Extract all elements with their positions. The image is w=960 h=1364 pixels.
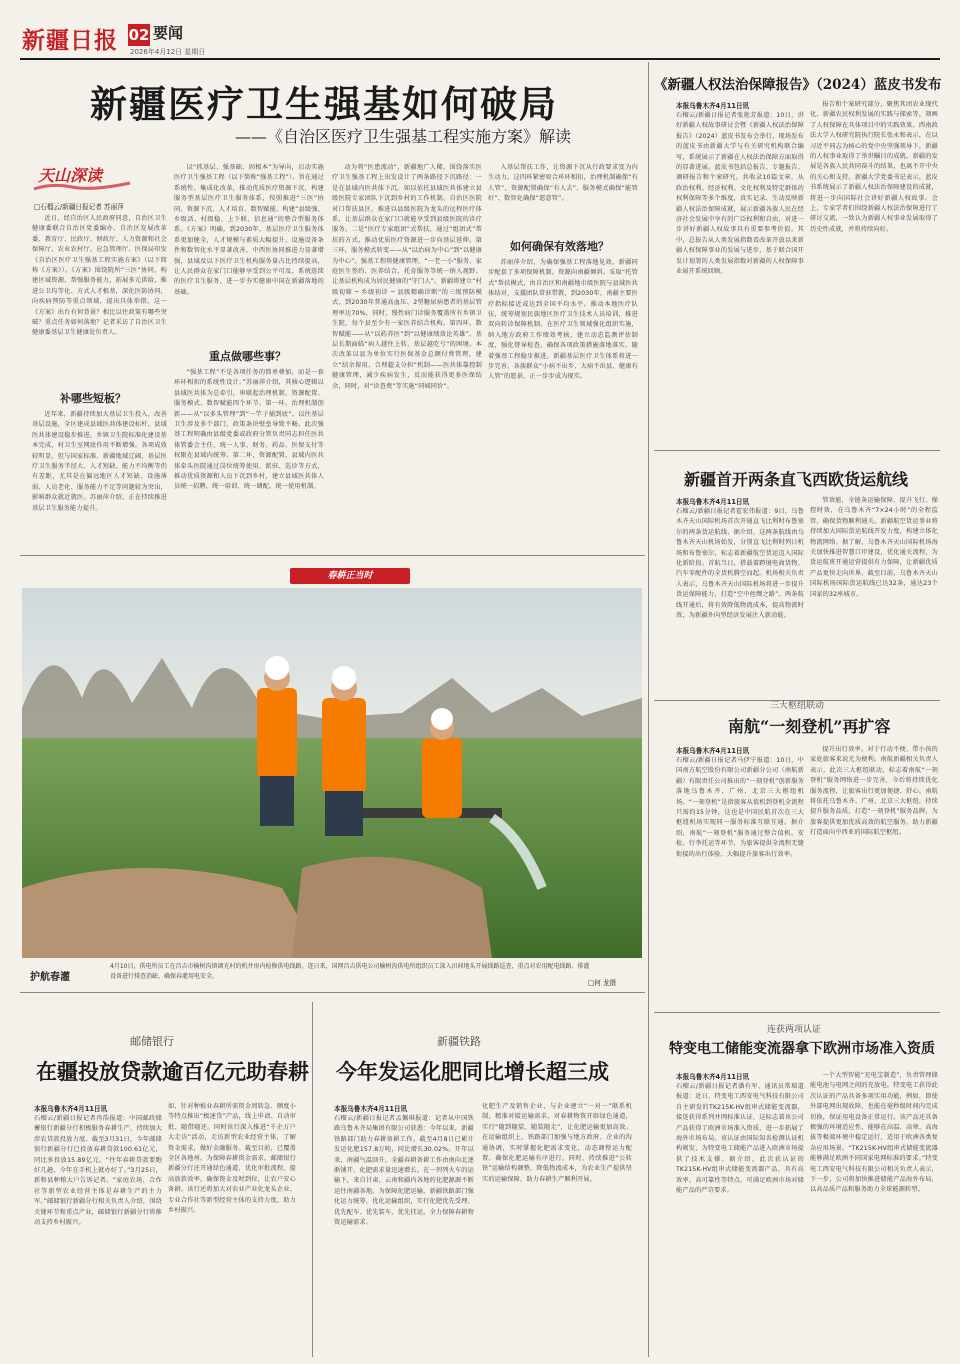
tbea-col2: 一个大型智能“充电宝制造”，负责管理储能电池与电网之间的充放电。特变电工获得此次认证的产品具备多项实用功能，例如，即使外部电网出现故障，也能在毫秒级时间内完成切换，保证用电设备正常运行。该产品还具备极强的环境适应性，能够在高温、高寒、高海拔等极端环境中稳定运行，适用于欧洲各类复杂应用场景。“TK215K-HV组串式储能变流器能够满足欧洲不同国家电网标准的要求。”特变电工西安电气科技有限公司相关负责人表示，下一步，公司将加快推进储能产品海外布局，以高品质产品和服务助力全球能源转型。: [810, 1072, 938, 1194]
csa-col2: 提升出行效率，对于行动不便、带小孩的家庭旅客来说尤为便利。南航新疆相关负责人表示，此次三大枢纽联动，标志着南航“一刻登机”服务网络进一步完善，今后将持续优化服务流程，让旅客出行更加便捷、舒心。南航将依托乌鲁木齐、广州、北京三大枢纽，持续提升服务品质，打造“一刻登机”服务品牌，为旅客提供更加优质高效的航空服务，助力新疆打造面向中西亚的国际航空枢纽。: [810, 746, 938, 837]
lead-col2-text: 以“抓基层、强基础、固根本”为导向，启动实施医疗卫生强基工程（以下简称“强基工程”），旨在通过系统性、集成化改革，推动优质医疗资源下沉，构建服务型基层医疗卫生服务体系，按照推进“三医”协同、资源下沉、人才培育、数智赋能、构建“县级强、乡级活、村级稳、上下联、信息通”的整合型服务体系。《方案》明确，到2030年，基层医疗卫生服务体系更加健全，人才规模与素质大幅提升，设施设备条件和数智化水平显著改善，中西医协同推进力显著增强，县域及以下医疗卫生机构服务量占比持续提高，让人民群众在家门口能够享受到公平可及、系统连续的医疗卫生服务，进一步夯实健康中国在新疆落地的基础。: [174, 164, 324, 296]
issue-date: 2026年4月12日 星期日: [130, 48, 206, 56]
human-rights-col2: 报告和个案研究部分，聚焦其团农业现代化、新疆农民权利发展的实践与探索等，刻画了人权保障在具体项目中的实践效果。西南政法大学人权研究院执行院长张永和表示，在以习近平同志为核心的党中央坚强领导下，新疆的人权事业取得了举世瞩目的成就。新疆的发展是各族人民共同奋斗的结果，也离不开中央的关心和支持。新疆大学党委书记表示，蓝皮书系统展示了新疆人权法治保障建设的成就，将进一步向国际社会讲好新疆人权故事。会上，专家学者们围绕新疆人权法治保障进行了研讨交流，一致认为新疆人权事业发展取得了历史性成就，并将持续向好。: [810, 101, 938, 233]
human-rights-byline: 本报乌鲁木齐4月11日讯: [676, 102, 750, 110]
lead-col2b-text: “强基工程”不是各项任务的简单叠加，而是一套环环相扣的系统性设计。”苏丽萍介绍，其核心逻辑以县域医共体为总牵引，串联起治理机制、资源配置、服务模式、数智赋能四个环节。第一环，治理机制创新——从“以多头管理”到“一竿子捅到底”。以往基层卫生涉及多个部门，政策条块壁垒导致不畅。此次强基工程明确由县级党委或政府分管负责同志担任医共体管委会主任，统一人事、财务、药品、医保支付等权限在县域内统筹。第二环，资源配置，县域内医共体牵头医院通过岗位统筹使用、派驻、巡诊等方式，推动优质资源和人员下沉到乡村，建立县域医共体人员统一招聘、统一培训、统一调配、统一使用机制。: [174, 369, 324, 491]
section-name: 要闻: [153, 24, 184, 42]
csa-byline: 本报乌鲁木齐4月11日讯: [676, 747, 750, 755]
tbea-headline: 特变电工储能变流器拿下欧洲市场准入资质: [669, 1041, 935, 1057]
field-scene-image: [22, 588, 642, 958]
postal-bank-byline: 本报乌鲁木齐4月11日讯: [34, 1105, 108, 1113]
lead-bottom-rule: [20, 555, 645, 556]
tbea-col1: 石榴云/新疆日报记者潘有军、通讯员常瑞道报道：近日，特变电工西安电气科技有限公司自主研发的TK215K-HV组串式储能变流器，接连获得系列并网标准认证，这标志着该公司产品获得了欧洲市场准入资质，进一步拓展了海外市场布局。该认证由国际知名检测认证机构颁发，为特变电工储能产品进入欧洲市场提供了技术支撑。据介绍，此次获认证的TK215K-HV组串式储能变流器产品，具有高效率、高可靠性等特点，可满足欧洲市场对储能产品的严苛要求。: [676, 1083, 804, 1195]
lead-col1-subhead: 补哪些短板？: [60, 392, 126, 405]
csa-col1: 石榴云/新疆日报记者马伊宁报道：10日，中国南方航空股份有限公司新疆分公司（南航新疆）有限责任公司推出的“一刻登机”创新服务落地乌鲁木齐、广州、北京三大枢纽机场。“一刻登机”是指旅客从值机到登机全流程只需约15分钟，这也是中国民航首次在三大枢纽机场实现同一服务标准互联互通。据介绍，南航“一刻登机”服务通过整合值机、安检、行李托运等环节，为旅客提供全流程无缝衔接的出行体验，大幅提升旅客出行效率。: [676, 757, 804, 858]
right-rule-1: [654, 450, 940, 451]
human-rights-col1: 石榴云/新疆日报记者张艳芳报道：10日，讲好新疆人权故事研讨会暨《新疆人权法治保障报告》（2024）蓝皮书发布会举行，现场发布的蓝皮书由新疆大学与有关研究机构联合编写，系统展示了新疆在人权法治保障方面取得的显著进展。蓝皮书包括总报告、专题报告、调研报告和个案研究，共收录10篇文章，从政治权利、经济权利、文化权利及特定群体的权利保障等多个维度，真实记录、生动反映新疆人权法治保障成就，展示新疆各族人民在经济社会发展中享有的广泛权利和自由，对进一步讲好新疆人权故事具有重要参考价值。其中，总报告从人类发展指数看改革开放以来新疆人权保障事业的发展与进步，基于联合国开发计划署的人类发展指数对新疆的人权保障事业展开系统回顾。: [676, 112, 804, 276]
bottom-col-divider-1: [312, 1002, 313, 1357]
photo-caption-text: 4月10日，供电所员工在昌吉市榆树沟镇调光村的机井房内检修供电线路。连日来，国网昌吉供电公司榆树沟供电所组织员工深入田间地头开展线路巡查，重点对农用配电线路、排灌设备进行排查消缺，确保春灌用电安全。: [110, 963, 590, 980]
cargo-route-col2: 管效能，全链条运输保障，提升飞行、操控时效，在乌鲁木齐“7×24小时”的全程监管，确保货物顺利通关。新疆航空货运事业将持续加大国际货运航线开发力度，构建立体化物流网络。据了解，乌鲁木齐天山国际机场海关加快推进智慧口岸建设，优化通关流程，为货运航班开通运营提供有力保障，让新疆优质产品更快走向世界。截至目前，乌鲁木齐天山国际机场国际货运航线已达32条，通达23个国家的32座城市。: [810, 497, 938, 598]
photo-credit: □何 龙摄: [588, 979, 617, 987]
column-logo: [32, 161, 132, 195]
photo-banner-text: 春耕正当时: [327, 571, 373, 581]
column-logo-text: 天山深读: [38, 166, 103, 185]
photo-banner: [290, 568, 410, 584]
photo-bottom-rule: [20, 992, 645, 993]
spring-irrigation-photo: [22, 588, 642, 958]
cargo-route-col1: 石榴云/新疆日报记者霍宏伟报道：9日，乌鲁木齐天山国际机场首次开通直飞比利时布鲁塞尔的两条货运航线，据介绍，这两条航线由乌鲁木齐天山机场始发，分别直飞比利时列日机场和布鲁塞尔，标志着新疆航空货运迈入国际化新阶段。首航当日，搭载着跨境电商货物、汽车零配件的全货机腾空而起。机场相关负责人表示，乌鲁木齐天山国际机场将进一步提升货运保障能力，打造“空中丝绸之路”。两条航线开通后，将有效降低物流成本，提高物流时效，为新疆外向型经济发展注入新动能。: [676, 508, 804, 620]
lead-col2-subhead: 重点做哪些事？: [209, 350, 286, 363]
masthead-rule: [20, 58, 940, 60]
railway-col2: 化肥生产及销售企业，与企业建立“一对一”联系机制，精准对接运输需求。对春耕物资开辟绿色通道，实行“随到随装、随装随走”，让化肥运输更加高效。在运输组织上，铁路部门加强与地方政府、企业的沟通协调，实时掌握化肥需求变化，动态调整运力配置，确保化肥运输有序进行。同时，持续推进“公转铁”运输结构调整，降低物流成本，为农业生产提供坚实的运输保障，助力春耕生产顺利开展。: [482, 1103, 632, 1183]
postal-bank-tag: 邮储银行: [130, 1035, 174, 1048]
photo-caption: [110, 962, 590, 982]
tbea-byline: 本报乌鲁木齐4月11日讯: [676, 1073, 750, 1081]
csa-headline: 南航“一刻登机”再扩容: [728, 717, 891, 736]
lead-col1-text: 近日，经自治区人民政府同意，自治区卫生健康委联合自治区党委编办、自治区发展改革委、教育厅、民政厅、财政厅、人力资源和社会保障厅、农业农村厅、应急管理厅、医保局印发《自治区医疗卫生强基工程实施方案》（以下简称《方案》）。《方案》围绕院所“三医”协同，构建区域资源、帮强服务能力，拓展多元供给，推进公卫均等化、方式人才根基，深化医防协同，向疾病预防等重点领域，提出具体举措。这一《方案》出台有何背景？相比以往政策有哪些突破？重点任务如何落地？记者采访了自治区卫生健康委基层卫生健康处负责人。: [32, 215, 167, 337]
lead-col4b-text: 苏丽萍介绍，为确保强基工程落地见效，新疆同步配套了多项保障机制。资源向南疆倾斜。采取“托管式”帮扶模式，由自治区和南疆地市级医院与县域医共体结对，支援团队常驻带教，到2030年，南疆主要医疗指标接近或达到全国平均水平。推动本地医疗队伍，统筹规划民族地区医疗卫生技术人员培训，推进双向转诊保障机制。在医疗卫生领域强化组织实施，纳入地方政府工作绩效考核，建立动态监测评估制度，强化督导检查，确保各项政策措施落地落实。随着强基工程稳步推进，新疆基层医疗卫生体系将进一步完善，各族群众“小病不出乡、大病不出县、健康有人管”的愿景，正一步步成为现实。: [488, 259, 638, 381]
postal-bank-col1: 石榴云/新疆日报记者冉浩报道：中国邮政储蓄银行新疆分行积极服务春耕生产，持续加大涉农贷款投放力度。截至3月31日，今年邮储银行新疆分行已投放春耕贷款100.61亿元，同比多投放15.89亿元。“往年春耕贷款要跑好几趟，今年在手机上就办好了。”3月25日，新和县种粮大户告诉记者。“家庭农场、合作社等新型农业经营主体是春耕生产的主力军。”邮储银行新疆分行相关负责人介绍，围绕关键环节和重点产业，邮储银行新疆分行将推动支持乡村振兴。: [34, 1115, 162, 1227]
lead-subtitle: ——《自治区医疗卫生强基工程实施方案》解读: [235, 127, 572, 146]
newspaper-logo: 新疆日报: [22, 27, 118, 54]
tbea-tag: 连获两项认证: [767, 1025, 822, 1035]
right-rule-3: [654, 1012, 940, 1013]
lead-col4-text: 入基层帮扶工作，让资源下沉从行政要求变为内生动力。这四环紧密咬合环环相扣，治理机制确保“有人管”、资源配置确保“有人去”、服务模式确保“能管好”、数智化确保“愿意管”。: [488, 164, 638, 203]
lead-headline: 新疆医疗卫生强基如何破局: [90, 82, 558, 126]
postal-bank-headline: 在疆投放贷款逾百亿元助春耕: [36, 1059, 309, 1084]
postal-bank-col2: 如，针对种植业春耕所需资金周转急、额度小等特点推出“极速贷”产品，线上申请、自动审批、随借随还。同时该行深入推进“千企万户大走访”活动，走访新型农业经营主体，了解资金需求，做好金融服务。截至目前，已覆盖全区各地州。为保障春耕资金需求，邮储银行新疆分行还开通绿色通道，优化审批流程，提高放款效率，确保资金及时到位，让农户安心备耕。该行还将加大对农业产业化龙头企业、专业合作社等新型经营主体的支持力度，助力乡村振兴。: [168, 1103, 296, 1215]
railway-tag: 新疆铁路: [437, 1035, 481, 1048]
page-number: 02: [128, 26, 150, 44]
railway-col1: 石榴云/新疆日报记者孟佩琪报道：记者从中国铁路乌鲁木齐局集团有限公司获悉：今年以来，新疆铁路部门助力春耕备耕工作，截至4月8日已累计发运化肥157.8万吨，同比增长30.02%。开年以来，南疆气温回升，全疆春耕备耕工作由南向北逐渐铺开，化肥需求量迅速增长。在一列列火车的运输下，来自甘肃、云南和疆内各地的化肥源源不断运往南疆各地。为保障化肥运输，新疆铁路部门强化运力统筹，优化运输组织，实行化肥优先受理、优先配车、优先装车、优先挂运，全力保障春耕物资运输需求。: [334, 1115, 474, 1227]
lead-col3-text: 动为将“医患流动”，新疆地广人稀，围绕落实医疗卫生强基工程上出发设计了两条路径下沉路径：一是在县域内医共体下沉。如以依托县域医共体建立县级医院专家团队下沉到乡村的工作机制，自治区医院对口帮扶县区，推进以县级医院为龙头的远程医疗体系，让基层群众在家门口就能享受到县级医院的诊疗服务。二是“医疗专家组团”式帮扶，通过“组团式”帮扶的方式，推动优质医疗资源进一步向基层延伸。第三环，服务模式转变——从“以治病为中心”到“以健康为中心”。强基工程将健康管理、“一老一小”服务、家庭医生签约、医养结合、托育服务等统一纳入视野。让基层机构成为居民健康的“守门人”。新疆将建立“村级初筛 ─ 乡级初诊 ─ 县级精确诊断”的三级预防模式，到2030年普通高血压、2型糖尿病患者的基层管理率达70%，同时，慢性病门诊服务覆盖所有乡镇卫生院，每个县至少有一家医养结合机构。第四环，数智赋能——从“以药养医”到“以健康绩效论英雄”。基层长期面临“病人越往上转，基层越吃亏”的困境。本次改革以县为单位实行医保基金总额付费管理，建立“结余留用、合理超支分担”机制——医共体靠控制健康管理，减少疾病发生，反而能获得更多医保结余，同时，对“诊查费”等实施“同城同价”。: [332, 164, 482, 390]
human-rights-headline: 《新疆人权法治保障报告》（2024）蓝皮书发布: [654, 77, 942, 93]
railway-byline: 本报乌鲁木齐4月11日讯: [334, 1105, 408, 1113]
csa-tag: 三大枢纽联动: [770, 701, 825, 711]
photo-caption-title: 护航春灌: [30, 972, 70, 983]
right-column-divider: [648, 62, 649, 1357]
lead-col4-subhead: 如何确保有效落地？: [510, 240, 609, 253]
cargo-route-byline: 本报乌鲁木齐4月11日讯: [676, 498, 750, 506]
lead-col1b-text: 近年来，新疆持续加大基层卫生投入，改善基层设施，全区建成县域医共体建设标杆，县域医共体建设稳步推进，乡镇卫生院标准化建设基本完成，村卫生室网底作用不断增强。各项成效较明显，但与国家标准、新疆地域辽阔、基层医疗卫生服务半径大、人才短缺、能力不均衡等仍有差距，尤其是在偏远地区人才短缺、设施薄弱、人员老化、服务能力不足等问题较为突出，影响群众就近就医。苏丽萍介绍，正在持续推进基层卫生服务能力提升。: [32, 411, 167, 512]
cargo-route-headline: 新疆首开两条直飞西欧货运航线: [684, 470, 909, 489]
railway-headline: 今年发运化肥同比增长超三成: [336, 1059, 609, 1084]
lead-byline: □石榴云/新疆日报记者 苏丽萍: [34, 203, 124, 211]
